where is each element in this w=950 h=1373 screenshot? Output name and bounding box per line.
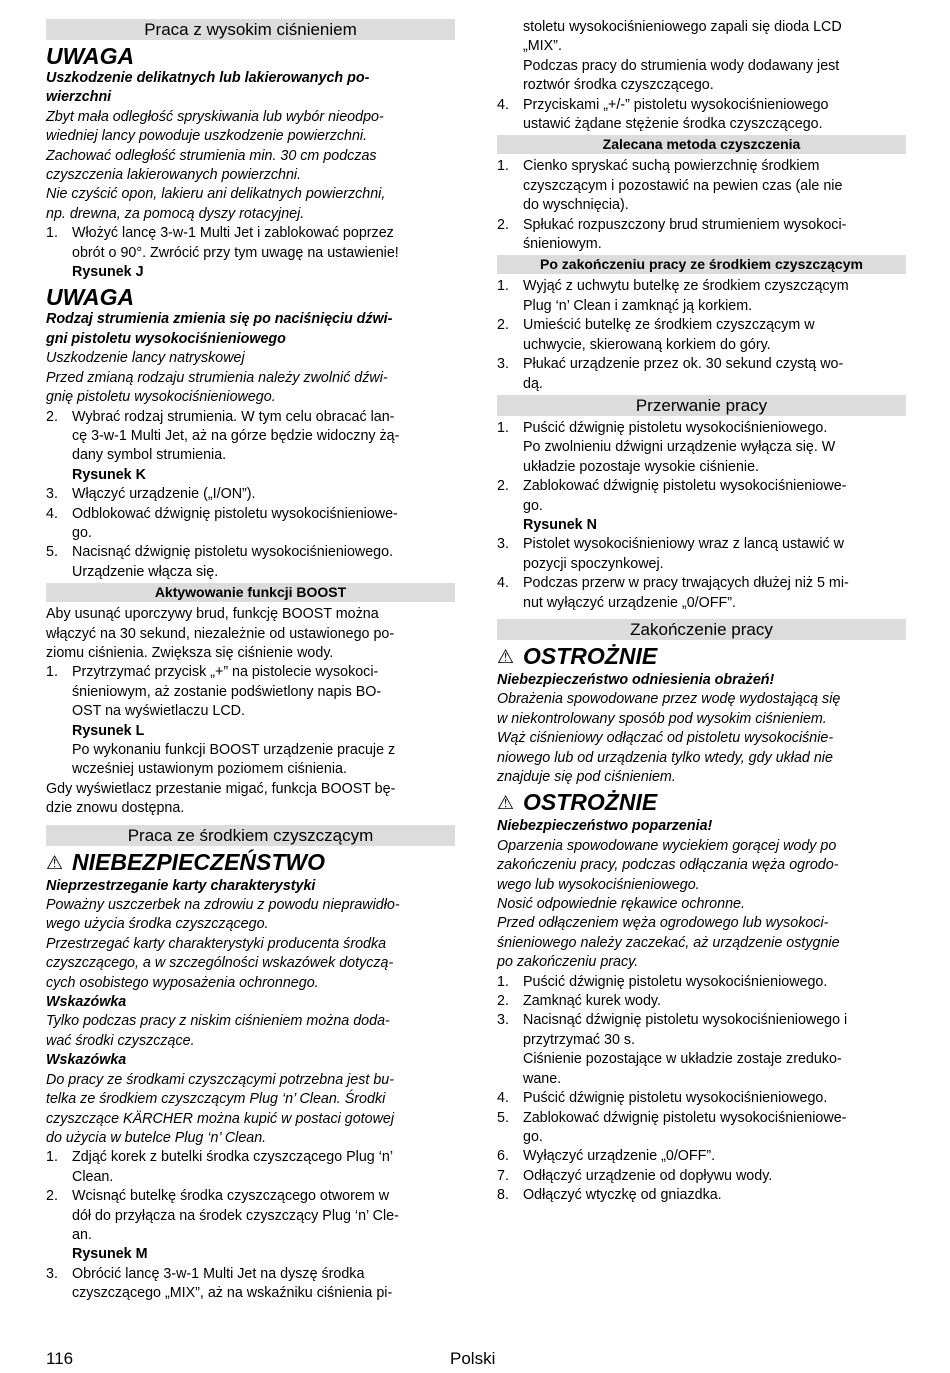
list-item xyxy=(46,543,455,562)
right-column xyxy=(497,18,906,1206)
figure-reference: Rysunek L xyxy=(72,722,145,739)
list-text: Ciśnienie pozostające w układzie zostaje zreduko- xyxy=(523,1051,842,1068)
list-number: 3. xyxy=(46,486,58,503)
list-text: Urządzenie włącza się. xyxy=(72,563,219,580)
list-item xyxy=(497,1011,906,1030)
list-item xyxy=(497,157,906,176)
list-number: 5. xyxy=(46,544,58,561)
list-item xyxy=(46,663,455,682)
notice-text: wego lub wysokociśnieniowego. xyxy=(497,876,700,893)
figure-reference: Rysunek N xyxy=(523,516,597,533)
list-text: cę 3-w-1 Multi Jet, aż na górze będzie widoczny żą- xyxy=(72,427,400,444)
list-item xyxy=(497,535,906,554)
list-item xyxy=(46,408,455,427)
notice-text: niowego lub od urządzenia tylko wtedy, gdy układ nie xyxy=(497,749,833,766)
list-text: nut wyłączyć urządzenie „0/OFF”. xyxy=(523,594,736,611)
subsection-heading: Aktywowanie funkcji BOOST xyxy=(46,583,455,602)
list-text: go. xyxy=(523,497,543,514)
list-number: 3. xyxy=(497,356,509,373)
list-item xyxy=(46,1265,455,1284)
list-item xyxy=(497,574,906,593)
list-text: go. xyxy=(72,524,92,541)
list-number: 2. xyxy=(497,216,509,233)
list-text: go. xyxy=(523,1128,543,1145)
list-text: Plug ‘n’ Clean i zamknąć ją korkiem. xyxy=(523,297,753,314)
list-text: Wybrać rodzaj strumienia. W tym celu obracać lan- xyxy=(72,408,395,425)
list-text: Odłączyć wtyczkę od gniazdka. xyxy=(523,1187,722,1204)
list-text: Puścić dźwignię pistoletu wysokociśnieniowego. xyxy=(523,973,828,990)
notice-text: Przed zmianą rodzaju strumienia należy zwolnić dźwi- xyxy=(46,369,388,386)
list-item xyxy=(497,1109,906,1128)
notice-caution-label: OSTROŻNIE xyxy=(523,642,658,669)
list-text: Cienko spryskać suchą powierzchnię środkiem xyxy=(523,158,820,175)
list-text: Zdjąć korek z butelki środka czyszczącego Plug ‘n’ xyxy=(72,1149,394,1166)
list-number: 7. xyxy=(497,1167,509,1184)
list-text: uchwycie, skierowaną korkiem do góry. xyxy=(523,336,771,353)
list-text: Zablokować dźwignię pistoletu wysokociśnieniowe- xyxy=(523,478,847,495)
list-text: Odblokować dźwignię pistoletu wysokociśnieniowe- xyxy=(72,505,398,522)
list-number: 1. xyxy=(497,419,509,436)
section-heading: Przerwanie pracy xyxy=(497,395,906,416)
list-item xyxy=(497,1186,906,1205)
list-number: 1. xyxy=(46,225,58,242)
notice-title: Nieprzestrzeganie karty charakterystyki xyxy=(46,877,316,894)
list-text: przytrzymać 30 s. xyxy=(523,1031,636,1048)
body-text: ziomu ciśnienia. Zwiększa się ciśnienie wody. xyxy=(46,644,334,661)
hint-title: Wskazówka xyxy=(46,994,127,1011)
notice-text: czyszczącego, a w szczególności wskazówek dotyczą- xyxy=(46,955,394,972)
list-text: Puścić dźwignię pistoletu wysokociśnieniowego. xyxy=(523,419,828,436)
notice-text: gnię pistoletu wysokociśnieniowego. xyxy=(46,389,276,406)
notice-danger-label: NIEBEZPIECZEŃSTWO xyxy=(72,848,326,875)
list-number: 3. xyxy=(46,1265,58,1282)
list-text: Zamknąć kurek wody. xyxy=(523,993,661,1010)
notice-text: po zakończeniu pracy. xyxy=(497,954,639,971)
list-text: Puścić dźwignię pistoletu wysokociśnieniowego. xyxy=(523,1090,828,1107)
list-number: 2. xyxy=(497,478,509,495)
page-number: 116 xyxy=(46,1349,74,1368)
warning-triangle-icon: ⚠ xyxy=(497,793,515,815)
list-text: an. xyxy=(72,1226,92,1243)
notice-uwaga: UWAGA xyxy=(46,284,135,311)
notice-title: Niebezpieczeństwo odniesienia obrażeń! xyxy=(497,671,775,688)
notice-text: Nie czyścić opon, lakieru ani delikatnych powierzchni, xyxy=(46,186,386,203)
list-text: wcześniej ustawionym poziomem ciśnienia. xyxy=(72,761,347,778)
notice-danger xyxy=(46,849,455,877)
notice-text: Oparzenia spowodowane wyciekiem gorącej wody po xyxy=(497,837,837,854)
hint-text: telka ze środkiem czyszczącym Plug ‘n’ Clean. Środki xyxy=(46,1091,386,1108)
notice-title: Uszkodzenie delikatnych lub lakierowanych po- xyxy=(46,70,370,86)
notice-text: Przestrzegać karty charakterystyki producenta środka xyxy=(46,935,387,952)
list-text: Włożyć lancę 3-w-1 Multi Jet i zablokować poprzez xyxy=(72,225,394,242)
list-number: 4. xyxy=(46,505,58,522)
list-item xyxy=(497,1167,906,1186)
warning-triangle-icon: ⚠ xyxy=(497,646,515,668)
list-text: do wyschnięcia). xyxy=(523,197,629,214)
list-number: 1. xyxy=(497,278,509,295)
notice-text: wego użycia środka czyszczącego. xyxy=(46,916,269,933)
list-text: Przyciskami „+/-” pistoletu wysokociśnieniowego xyxy=(523,96,829,113)
warning-triangle-icon: ⚠ xyxy=(46,852,64,874)
list-number: 1. xyxy=(497,158,509,175)
body-text: dzie znowu dostępna. xyxy=(46,800,185,817)
list-text: Wyłączyć urządzenie „0/OFF”. xyxy=(523,1148,716,1165)
body-text: Gdy wyświetlacz przestanie migać, funkcja BOOST bę- xyxy=(46,780,396,797)
list-text: Clean. xyxy=(72,1168,114,1185)
list-text: czyszczącym i pozostawić na pewien czas (ale nie xyxy=(523,177,843,194)
list-text: ustawić żądane stężenie środka czyszczącego. xyxy=(523,116,823,133)
list-item xyxy=(46,1187,455,1206)
notice-text: czyszczenia lakierowanych powierzchni. xyxy=(46,167,302,184)
list-item xyxy=(497,973,906,992)
list-number: 3. xyxy=(497,536,509,553)
list-text: Pistolet wysokociśnieniowy wraz z lancą ustawić w xyxy=(523,536,845,553)
list-text: Wyjąć z uchwytu butelkę ze środkiem czyszczącym xyxy=(523,278,849,295)
notice-text: w niekontrolowany sposób pod wysokim ciśnieniem. xyxy=(497,710,827,727)
list-text: Obrócić lancę 3-w-1 Multi Jet na dyszę środka xyxy=(72,1265,365,1282)
list-text: Spłukać rozpuszczony brud strumieniem wysokoci- xyxy=(523,216,847,233)
notice-text: zakończeniu pracy, podczas odłączania węża ogrodo- xyxy=(497,857,839,874)
body-text: Aby usunąć uporczywy brud, funkcję BOOST można xyxy=(46,606,379,623)
list-item xyxy=(46,1148,455,1167)
notice-text: znajduje się pod ciśnieniem. xyxy=(497,769,676,785)
figure-reference: Rysunek M xyxy=(72,1246,148,1263)
list-item xyxy=(497,477,906,496)
notice-title: wierzchni xyxy=(46,89,112,106)
list-text: stoletu wysokociśnieniowego zapali się dioda LCD xyxy=(523,19,842,35)
list-number: 1. xyxy=(46,1149,58,1166)
list-text: Odłączyć urządzenie od dopływu wody. xyxy=(523,1167,773,1184)
hint-text: Tylko podczas pracy z niskim ciśnieniem można doda- xyxy=(46,1013,390,1030)
notice-title: Niebezpieczeństwo poparzenia! xyxy=(497,818,713,835)
list-item xyxy=(497,419,906,438)
subsection-heading: Po zakończeniu pracy ze środkiem czyszczącym xyxy=(497,255,906,274)
list-text: Wcisnąć butelkę środka czyszczącego otworem w xyxy=(72,1188,390,1205)
list-text: Nacisnąć dźwignię pistoletu wysokociśnieniowego i xyxy=(523,1012,848,1029)
list-number: 1. xyxy=(46,664,58,681)
list-text: „MIX”. xyxy=(523,38,562,55)
left-column xyxy=(46,18,455,1304)
list-item xyxy=(497,1147,906,1166)
footer-language: Polski xyxy=(450,1349,496,1368)
list-number: 1. xyxy=(497,973,509,990)
notice-title: gni pistoletu wysokociśnieniowego xyxy=(46,330,286,347)
list-item xyxy=(497,216,906,235)
list-item xyxy=(46,505,455,524)
notice-text: cych osobistego wyposażenia ochronnego. xyxy=(46,974,319,991)
hint-text: Do pracy ze środkami czyszczącymi potrzebna jest bu- xyxy=(46,1071,395,1088)
notice-uwaga: UWAGA xyxy=(46,43,135,69)
list-text: roztwór środka czyszczącego. xyxy=(523,77,714,94)
list-item xyxy=(497,992,906,1011)
list-number: 4. xyxy=(497,96,509,113)
list-number: 4. xyxy=(497,575,509,592)
list-text: wane. xyxy=(523,1070,562,1087)
notice-text: Przed odłączeniem węża ogrodowego lub wysokoci- xyxy=(497,915,829,932)
list-number: 6. xyxy=(497,1148,509,1165)
list-text: Włączyć urządzenie („I/ON”). xyxy=(72,486,256,503)
list-text: pozycji spoczynkowej. xyxy=(523,555,664,572)
list-text: czyszczącego „MIX”, aż na wskaźniku ciśnienia pi- xyxy=(72,1285,393,1302)
list-number: 2. xyxy=(497,317,509,334)
hint-text: czyszczące KÄRCHER można kupić w postaci gotowej xyxy=(46,1110,395,1127)
list-text: Umieścić butelkę ze środkiem czyszczącym w xyxy=(523,317,815,334)
list-text: Po zwolnieniu dźwigni urządzenie wyłącza się. W xyxy=(523,439,836,456)
list-item xyxy=(46,485,455,504)
notice-text: wiedniej lancy powoduje uszkodzenie powierzchni. xyxy=(46,128,368,145)
list-text: dany symbol strumienia. xyxy=(72,447,227,464)
subsection-heading: Zalecana metoda czyszczenia xyxy=(497,135,906,154)
list-text: śnieniowym, aż zostanie podświetlony napis BO- xyxy=(72,683,382,700)
list-text: śnieniowym. xyxy=(523,236,602,253)
list-text: obrót o 90°. Zwrócić przy tym uwagę na ustawienie! xyxy=(72,244,399,261)
hint-title: Wskazówka xyxy=(46,1052,127,1069)
list-number: 2. xyxy=(46,1188,58,1205)
list-item xyxy=(497,277,906,296)
list-number: 2. xyxy=(497,993,509,1010)
list-text: Płukać urządzenie przez ok. 30 sekund czystą wo- xyxy=(523,356,844,373)
list-text: Zablokować dźwignię pistoletu wysokociśnieniowe- xyxy=(523,1109,847,1126)
notice-title: Rodzaj strumienia zmienia się po naciśnięciu dźwi- xyxy=(46,311,393,328)
list-number: 2. xyxy=(46,408,58,425)
hint-text: wać środki czyszczące. xyxy=(46,1032,195,1049)
list-text: Nacisnąć dźwignię pistoletu wysokociśnieniowego. xyxy=(72,544,394,561)
list-item xyxy=(497,316,906,335)
notice-text: Poważny uszczerbek na zdrowiu z powodu nieprawidło- xyxy=(46,897,400,914)
list-text: Przytrzymać przycisk „+” na pistolecie wysokoci- xyxy=(72,664,379,681)
list-text: dół do przyłącza na środek czyszczący Plug ‘n’ Cle- xyxy=(72,1207,399,1224)
section-heading: Praca ze środkiem czyszczącym xyxy=(46,825,455,846)
list-text: dą. xyxy=(523,375,543,392)
list-text: układzie pozostaje wysokie ciśnienie. xyxy=(523,458,760,475)
list-number: 3. xyxy=(497,1012,509,1029)
list-number: 4. xyxy=(497,1090,509,1107)
notice-caution-label: OSTROŻNIE xyxy=(523,789,658,816)
hint-text: do użycia w butelce Plug ‘n’ Clean. xyxy=(46,1129,267,1146)
figure-reference: Rysunek K xyxy=(72,466,146,483)
notice-text: Zachować odległość strumienia min. 30 cm podczas xyxy=(46,147,377,164)
section-heading: Praca z wysokim ciśnieniem xyxy=(46,19,455,40)
notice-text: Obrażenia spowodowane przez wodę wydostającą się xyxy=(497,691,841,708)
list-item xyxy=(497,96,906,115)
notice-caution xyxy=(497,643,906,671)
list-text: OST na wyświetlaczu LCD. xyxy=(72,703,245,720)
list-text: Po wykonaniu funkcji BOOST urządzenie pracuje z xyxy=(72,742,396,758)
notice-text: Nosić odpowiednie rękawice ochronne. xyxy=(497,896,745,913)
list-text: Podczas przerw w pracy trwających dłużej niż 5 mi- xyxy=(523,575,849,592)
list-text: Podczas pracy do strumienia wody dodawany jest xyxy=(523,57,840,74)
notice-text: Uszkodzenie lancy natryskowej xyxy=(46,350,245,367)
list-item xyxy=(46,224,455,243)
body-text: włączyć na 30 sekund, niezależnie od ustawionego po- xyxy=(46,625,395,642)
notice-text: np. drewna, za pomocą dyszy rotacyjnej. xyxy=(46,205,305,222)
notice-text: Zbyt mała odległość spryskiwania lub wybór nieodpo- xyxy=(46,108,384,125)
notice-text: Wąż ciśnieniowy odłączać od pistoletu wysokociśnie- xyxy=(497,730,834,747)
figure-reference: Rysunek J xyxy=(72,264,144,281)
list-number: 8. xyxy=(497,1187,509,1204)
list-item xyxy=(497,355,906,374)
section-heading: Zakończenie pracy xyxy=(497,619,906,640)
notice-caution xyxy=(497,789,906,817)
list-number: 5. xyxy=(497,1109,509,1126)
notice-text: śnieniowego należy zaczekać, aż urządzenie ostygnie xyxy=(497,934,840,951)
list-item xyxy=(497,1089,906,1108)
